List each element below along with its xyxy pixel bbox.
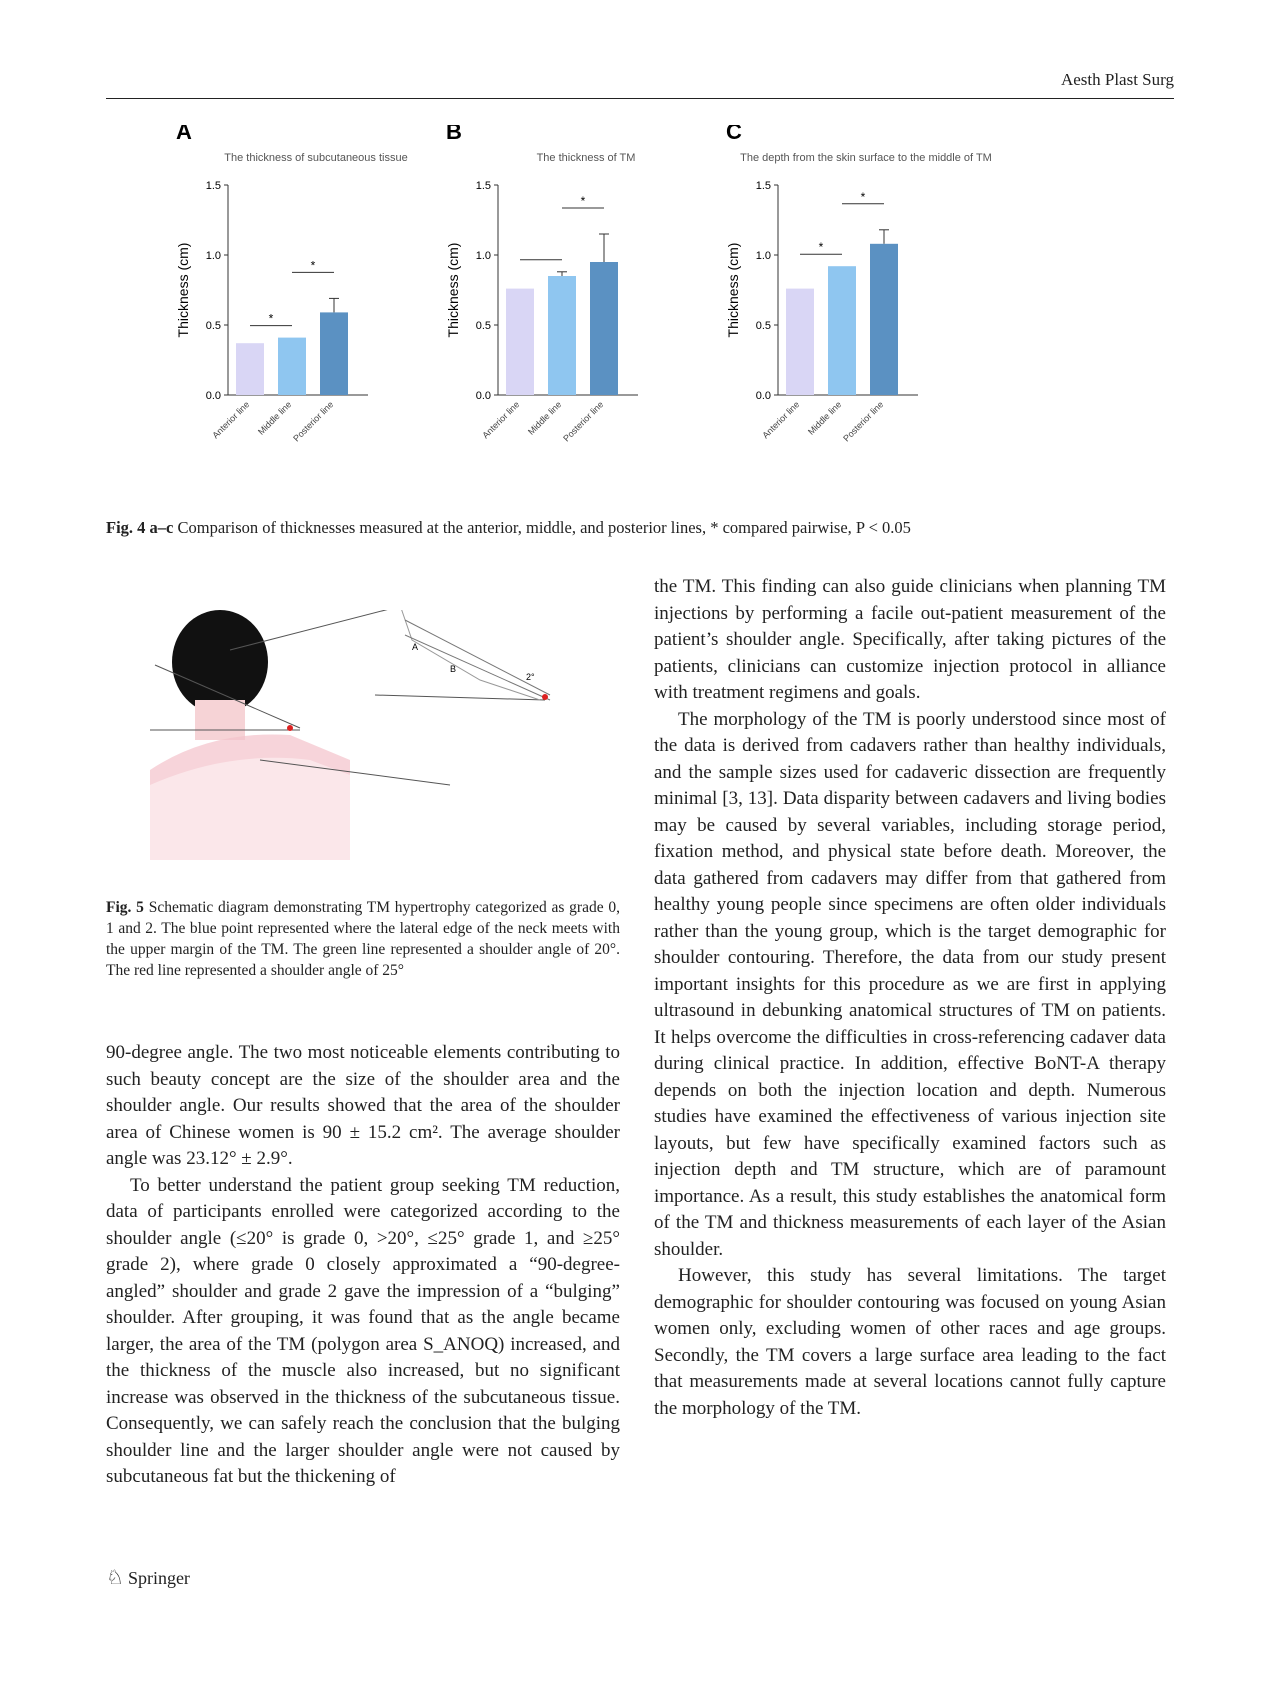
y-tick-label: 0.5 (475, 320, 491, 332)
figure-4-caption (106, 518, 1176, 538)
y-axis-label: Thickness (cm) (725, 242, 741, 338)
significance-star: * (310, 258, 316, 273)
y-tick-label: 0.0 (475, 390, 491, 402)
y-tick-label: 1.5 (205, 180, 221, 192)
bar (786, 289, 814, 395)
journal-name: Aesth Plast Surg (1060, 70, 1174, 89)
x-tick-label: Middle line (805, 399, 844, 437)
figure-4-charts (176, 125, 1106, 515)
figure-5-caption (106, 897, 620, 981)
significance-star: * (268, 311, 274, 326)
panel-letter: A (176, 125, 192, 144)
figure-4-caption-text: Comparison of thicknesses measured at the anterior, middle, and posterior lines, * compared pairwise, P < 0.05 (177, 518, 911, 537)
x-tick-label: Middle line (255, 399, 294, 437)
figure-5-caption-text: Schematic diagram demonstrating TM hypertrophy categorized as grade 0, 1 and 2. The blue point represented where the lateral edge of the neck meets with the upper margin of the TM. The green line represented a shoulder angle of 20°. The red line represented a shoulder angle of 25° (106, 899, 620, 979)
y-tick-label: 1.0 (755, 250, 771, 262)
x-tick-label: Posterior line (291, 399, 336, 444)
figure-4-caption-label: Fig. 4 (106, 518, 146, 537)
figure-5-caption-label: Fig. 5 (106, 899, 144, 916)
y-tick-label: 1.0 (205, 250, 221, 262)
schematic-line-2 (405, 635, 550, 700)
bar (320, 312, 348, 395)
publisher-footer (106, 1565, 190, 1590)
y-axis-label: Thickness (cm) (176, 242, 191, 338)
right-paragraph-3: However, this study has several limitations. The target demographic for shoulder contouring was focused on young Asian women only, excluding women of other races and age groups. Secondly, the TM covers a large surface area leading to the fact that measurements made at several locations cannot fully capture the morphology of the TM. (654, 1265, 1166, 1419)
bar (828, 266, 856, 395)
x-tick-label: Anterior line (210, 399, 252, 441)
panel-letter: C (726, 125, 742, 144)
x-tick-label: Posterior line (561, 399, 606, 444)
bar (236, 343, 264, 395)
schematic-line-1 (405, 620, 550, 695)
figure-4-svg (176, 125, 1106, 515)
x-tick-label: Posterior line (841, 399, 886, 444)
x-tick-label: Anterior line (760, 399, 802, 441)
y-axis-label: Thickness (cm) (445, 242, 461, 338)
significance-star: * (860, 189, 866, 204)
figure-4-caption-range: a–c (149, 518, 174, 537)
pointer-line-2 (375, 695, 545, 700)
point-a-label: A (412, 642, 419, 652)
bar (548, 276, 576, 395)
angle-label: 2° (526, 672, 535, 682)
chart-title: The thickness of TM (536, 152, 636, 164)
y-tick-label: 0.5 (755, 320, 771, 332)
y-tick-label: 0.5 (205, 320, 221, 332)
bar (278, 338, 306, 395)
left-column (106, 1040, 620, 1491)
panel-letter: B (446, 125, 462, 144)
left-paragraph-1: 90-degree angle. The two most noticeable elements contributing to such beauty concept are the size of the shoulder area and the shoulder angle. Our results showed that the area of the shoulder area of Chinese women is 90 ± 15.2 cm². The average shoulder angle was 23.12° ± 2.9°. (106, 1042, 620, 1169)
figure-5-diagram (150, 610, 620, 860)
left-paragraph-2: To better understand the patient group seeking TM reduction, data of participants enrolled were categorized according to the shoulder angle (≤20° is grade 0, >20°, ≤25° grade 1, and ≥25° grade 2), where grade 0 closely approximated a “90-degree-angled” shoulder and grade 2 gave the impression of a “bulging” shoulder. After grouping, it was found that as the angle became larger, the area of the TM (polygon area S_ANOQ) increased, and the thickness of the muscle also increased, but no significant increase was observed in the thickness of the subcutaneous tissue. Consequently, we can safely reach the conclusion that the bulging shoulder line and the larger shoulder angle were not caused by subcutaneous fat but the thickening of (106, 1174, 620, 1487)
figure-5-svg (150, 610, 620, 860)
x-tick-label: Anterior line (480, 399, 522, 441)
springer-logo-icon: ♘ (106, 1567, 124, 1589)
head-hair (172, 610, 268, 714)
y-tick-label: 1.5 (755, 180, 771, 192)
blue-point (287, 725, 293, 731)
significance-star: * (580, 194, 586, 208)
point-b-label: B (450, 664, 457, 674)
red-point (542, 694, 548, 700)
header-rule (106, 98, 1174, 99)
y-tick-label: 1.0 (475, 250, 491, 262)
y-tick-label: 0.0 (755, 390, 771, 402)
significance-star: * (818, 240, 824, 255)
chart-title: The depth from the skin surface to the middle of TM (740, 152, 992, 164)
x-tick-label: Middle line (525, 399, 564, 437)
chart-title: The thickness of subcutaneous tissue (224, 152, 408, 164)
y-tick-label: 1.5 (475, 180, 491, 192)
right-paragraph-2: The morphology of the TM is poorly understood since most of the data is derived from cadavers rather than healthy individuals, and the sample sizes used for cadaveric dissection are frequently minimal [3, 13]. Data disparity between cadavers and living bodies may be caused by several variables, including storage period, fixation method, and physical state before death. Moreover, the data gathered from cadavers may differ from that gathered from healthy young people since specimens are often older individuals rather than the young group, which is the target demographic for shoulder contouring. Therefore, the data from our study present important insights for this procedure as we are first in applying ultrasound in debunking anatomical structures of TM on patients. It helps overcome the difficulties in cross-referencing cadaver data during clinical practice. In addition, effective BoNT-A therapy depends on both the injection location and depth. Numerous studies have examined the effectiveness of various injection site layouts, but few have specifically examined factors such as injection depth and TM structure, which are of paramount importance. As a result, this study establishes the anatomical form of the TM and thickness measurements of each layer of the Asian shoulder. (654, 708, 1166, 1260)
neck (195, 700, 245, 740)
bar (590, 262, 618, 395)
right-column (654, 574, 1166, 1422)
y-tick-label: 0.0 (205, 390, 221, 402)
right-paragraph-1: the TM. This finding can also guide clinicians when planning TM injections by performing a facile out-patient measurement of the patient’s shoulder angle. Specifically, after taking pictures of the patients, clinicians can customize injection protocol in alliance with treatment regimens and goals. (654, 576, 1166, 703)
bar (870, 244, 898, 395)
publisher-name: Springer (127, 1568, 190, 1588)
bar (506, 289, 534, 395)
